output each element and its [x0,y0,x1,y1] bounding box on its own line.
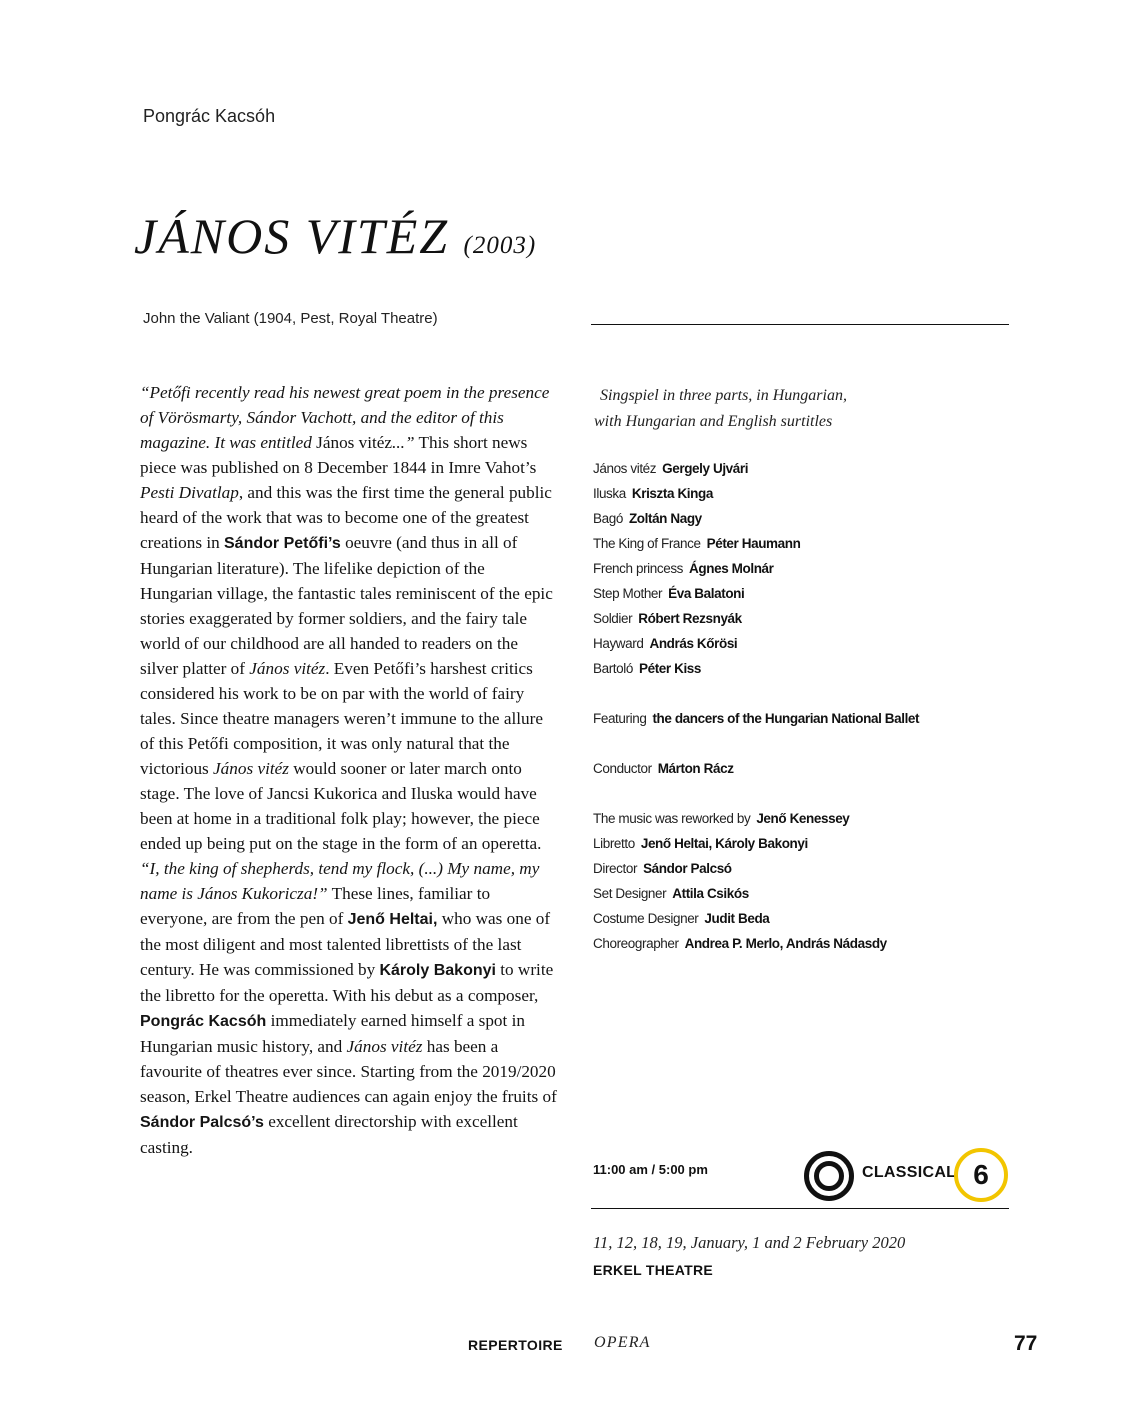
genre-line: Singspiel in three parts, in Hungarian, [600,387,847,404]
credit-role: French princess [593,561,684,576]
credit-name: Péter Haumann [706,536,801,551]
credit-role: Step Mother [593,586,663,601]
concentric-circles-icon [803,1150,855,1202]
credit-role: Featuring [593,711,647,726]
work-title: János vitéz [213,759,289,778]
credit-row [593,631,1023,656]
librettist-name: Jenő Heltai, [347,911,438,928]
composer-name-inline: Pongrác Kacsóh [140,1013,267,1030]
credit-name: Kriszta Kinga [631,486,713,501]
bottom-divider [591,1208,1009,1209]
song-quote: “I, the king of shepherds, tend my flock, (...) My name, my name is János Kukoricza!” [140,859,540,903]
footer-category: OPERA [594,1334,651,1351]
credit-name: Jenő Heltai, Károly Bakonyi [640,836,808,851]
credit-role: Soldier [593,611,633,626]
bakonyi-name: Károly Bakonyi [379,962,496,979]
article-body [140,380,560,1160]
poet-name: Sándor Petőfi’s [224,535,341,552]
text-run: would sooner or later march onto stage. The love of Jancsi Kukorica and Iluska would have been at home in a traditional folk play; however, the piece ended up being put on the stage in the form of an operetta. [140,759,542,853]
credit-name: Sándor Palcsó [643,861,732,876]
credit-role: Director [593,861,638,876]
credit-name: the dancers of the Hungarian National Ballet [652,711,920,726]
credit-role: Iluska [593,486,626,501]
text-run: This short news piece was published on 8 December 1844 in Imre Vahot’s [140,433,537,477]
text-run: oeuvre (and thus in all of Hungarian literature). The lifelike depiction of the Hungarian village, the fantastic tales reminiscent of the epic stories exaggerated by former soldiers, and the fairy tale world of our childhood are all handed to readers on the silver platter of [140,533,553,678]
credit-role: Bartoló [593,661,633,676]
credit-role: János vitéz [593,461,657,476]
credit-role: Bagó [593,511,623,526]
text-run: . Even Petőfi’s harshest critics considered his work to be on par with the world of fairy tales. Since theatre managers weren’t immune to the allure of this Petőfi composition, it was only natural that the victorious [140,659,543,778]
text-run: excellent directorship with excellent casting. [140,1112,518,1157]
credit-name: Andrea P. Merlo, András Nádasdy [684,936,887,951]
composer-name: Pongrác Kacsóh [143,106,276,126]
credit-name: Judit Beda [704,911,770,926]
credit-name: Zoltán Nagy [628,511,702,526]
text-run: to write the libretto for the operetta. With his debut as a composer, [140,960,554,1005]
conductor-line [593,756,1023,781]
cast-list [593,456,1023,681]
credit-name: Márton Rácz [657,761,734,776]
text-run: immediately earned himself a spot in Hungarian music history, and [140,1011,525,1056]
credit-row [593,556,1023,581]
director-name: Sándor Palcsó’s [140,1114,264,1131]
footer-section: REPERTOIRE [468,1337,563,1353]
credit-role: The music was reworked by [593,811,751,826]
quote-work-title: János vitéz [316,433,393,452]
premiere-subtitle: John the Valiant (1904, Pest, Royal Theatre) [143,310,438,327]
credit-name: Ágnes Molnár [689,561,774,576]
credit-row [593,506,1023,531]
text-run: These lines, familiar to everyone, are from the pen of [140,884,491,928]
credit-role: Libretto [593,836,635,851]
credit-row [593,931,1023,956]
text-run: who was one of the most diligent and most talented librettists of the last century. He was commissioned by [140,909,551,979]
credit-row [593,756,1023,781]
credit-name: Éva Balatoni [668,586,745,601]
work-title: János vitéz [346,1037,423,1056]
featuring-line [593,706,1023,731]
opening-quote: “Petőfi recently read his newest great poem in the presence of Vörösmarty, Sándor Vachott, and the editor of this magazine. It was entitled [140,383,550,452]
credit-role: Costume Designer [593,911,699,926]
page-number: 77 [1014,1332,1038,1355]
credit-row [593,581,1023,606]
credit-row [593,881,1023,906]
credit-row [593,531,1023,556]
credit-row [593,606,1023,631]
work-title: János vitéz [249,659,326,678]
magazine-title: Pesti Divatlap [140,483,239,502]
credit-row [593,831,1023,856]
top-divider [591,324,1009,325]
series-label: CLASSICAL [862,1164,957,1181]
series-number-badge: 6 [954,1148,1008,1202]
article-paragraph-2 [140,856,560,1160]
credit-row [593,656,1023,681]
page-title [134,206,536,276]
credit-role: Hayward [593,636,644,651]
credit-row [593,456,1023,481]
title-text: JÁNOS VITÉZ [134,208,450,264]
performance-dates: 11, 12, 18, 19, January, 1 and 2 February 2020 [593,1233,906,1252]
credit-name: András Kőrösi [649,636,738,651]
credit-role: Choreographer [593,936,679,951]
credit-role: The King of France [593,536,701,551]
credit-row [593,906,1023,931]
venue-name: ERKEL THEATRE [593,1262,714,1278]
opening-quote-end: ...” [392,433,415,452]
credit-name: Gergely Ujvári [662,461,749,476]
credit-name: Jenő Kenessey [756,811,850,826]
credit-name: Attila Csikós [672,886,749,901]
title-year: (2003) [463,232,537,259]
credit-role: Conductor [593,761,652,776]
credit-row [593,806,1023,831]
genre-line: with Hungarian and English surtitles [594,413,833,430]
article-paragraph-1 [140,380,560,856]
creative-team-list [593,806,1023,956]
credit-row [593,856,1023,881]
credit-row [593,706,1023,731]
credit-row [593,481,1023,506]
genre-description [594,383,1014,435]
credit-role: Set Designer [593,886,667,901]
credit-name: Róbert Rezsnyák [638,611,742,626]
performance-time: 11:00 am / 5:00 pm [593,1162,708,1177]
credit-name: Péter Kiss [638,661,702,676]
text-run: has been a favourite of theatres ever since. Starting from the 2019/2020 season, Erkel Theatre audiences can again enjoy the fruits of [140,1037,557,1106]
text-run: , and this was the first time the general public heard of the work that was to become one of the greatest creations in [140,483,552,552]
